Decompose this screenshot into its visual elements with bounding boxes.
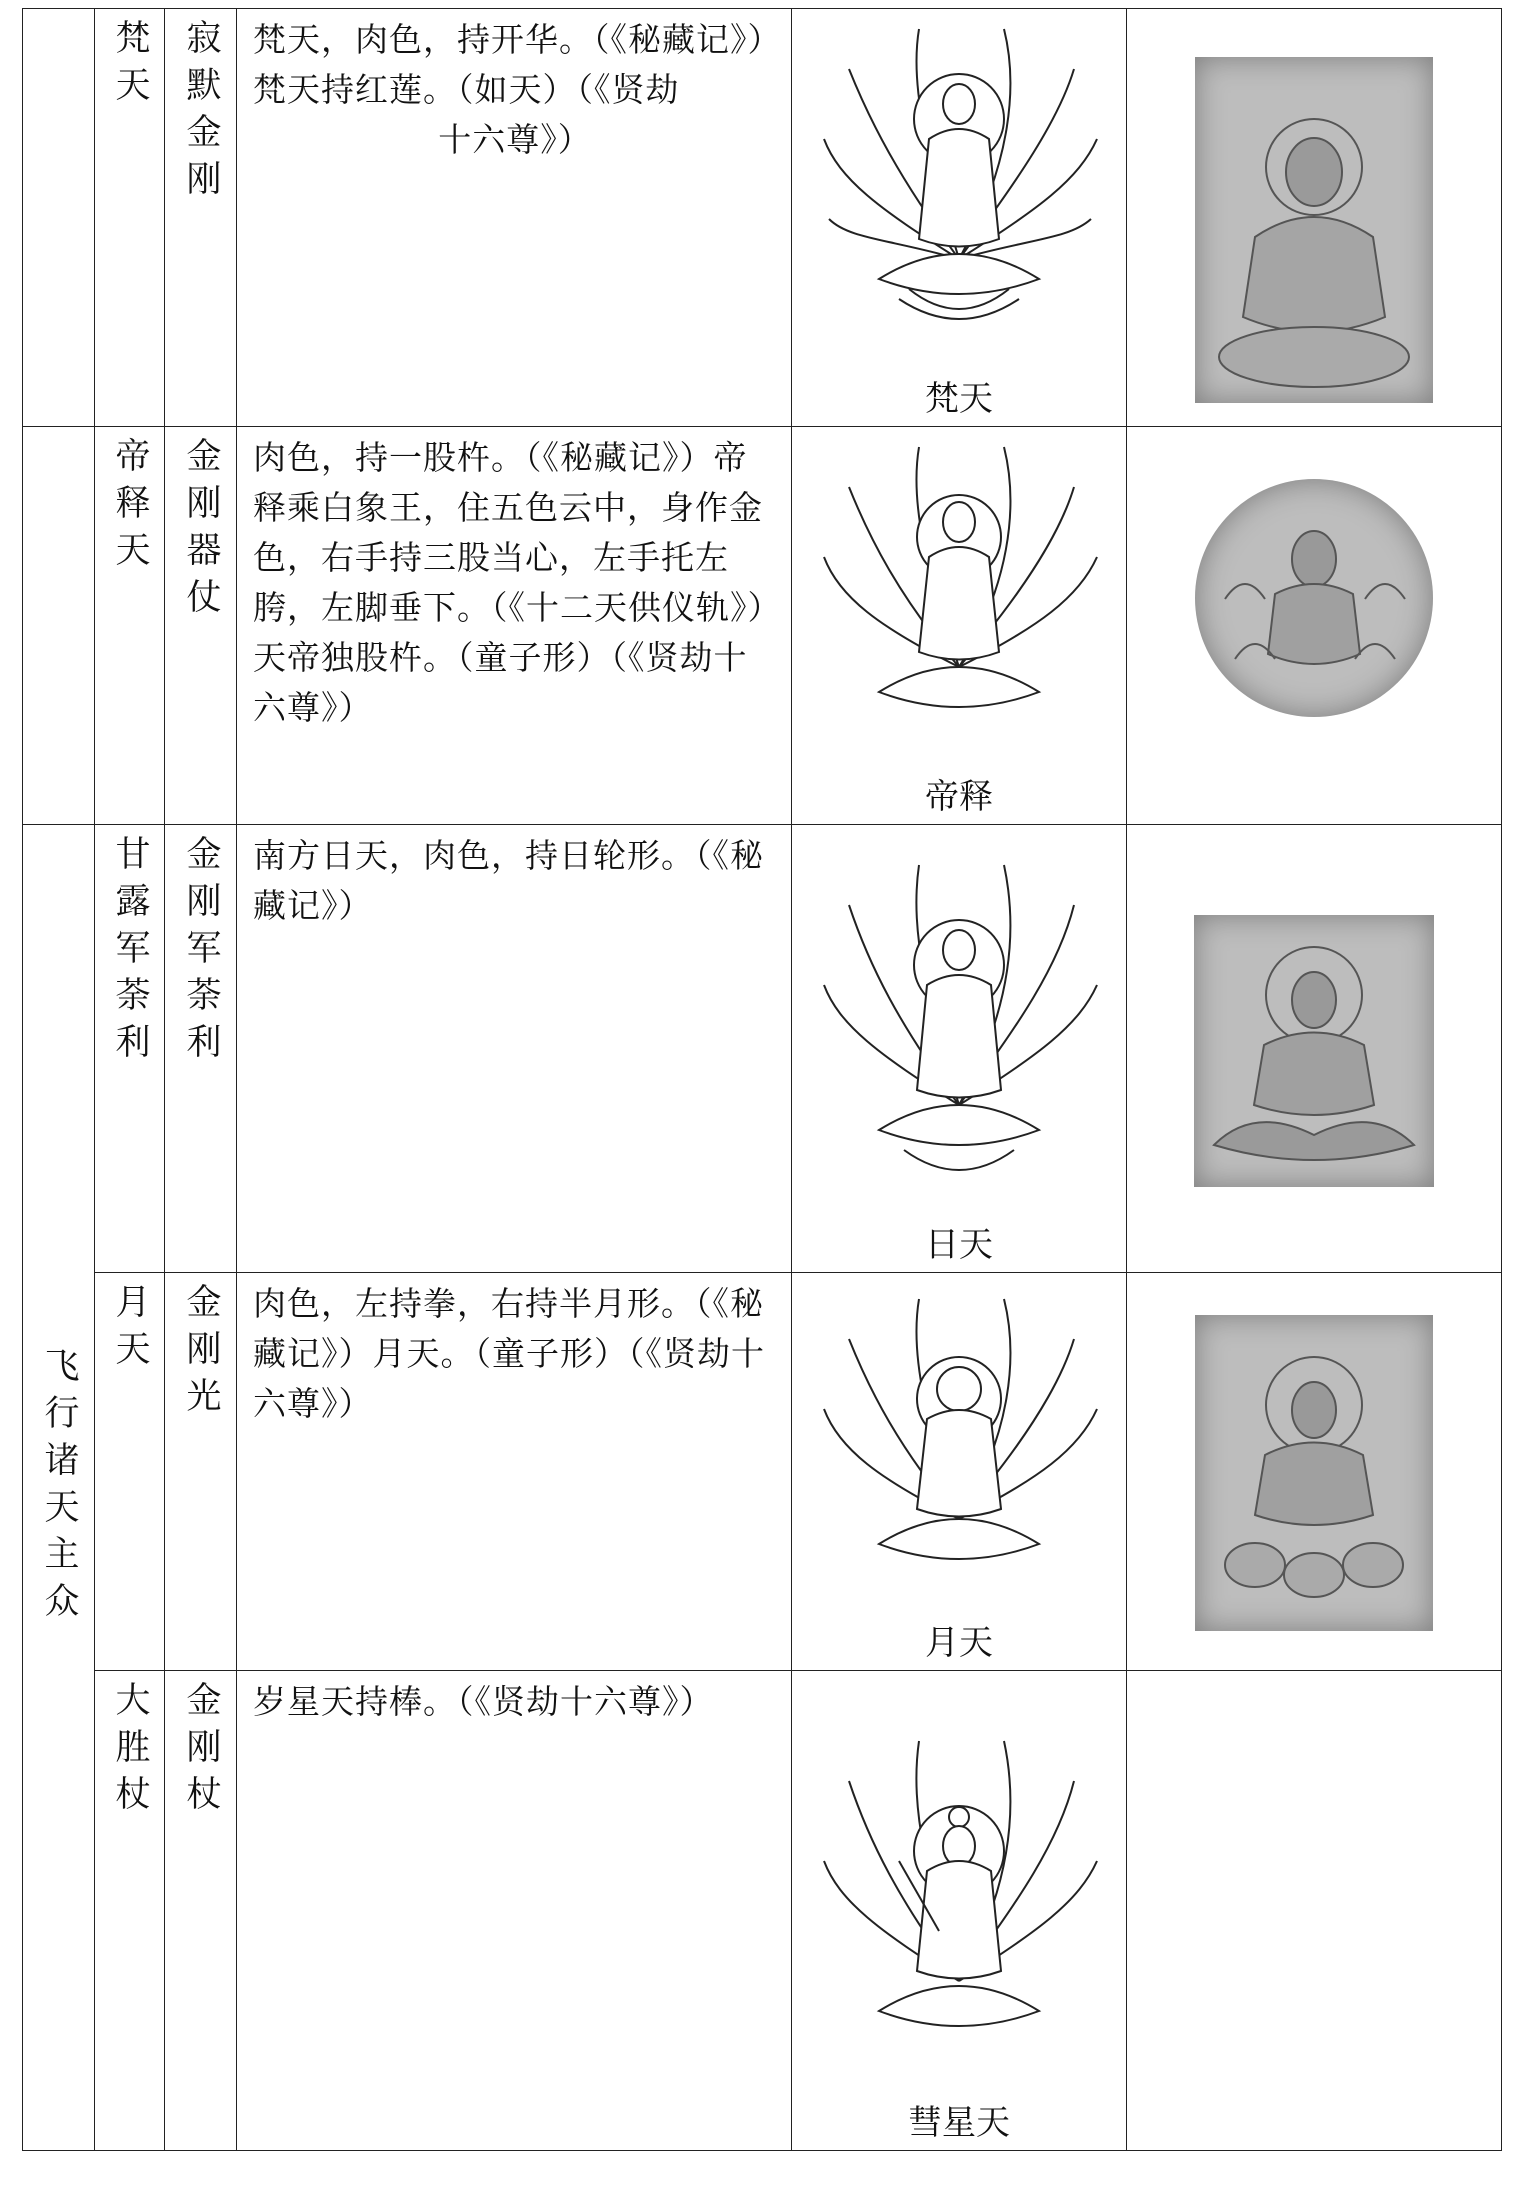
deity-name: 月天 [110, 1283, 150, 1377]
photo-cell [1127, 427, 1502, 825]
drawing-caption: 彗星天 [908, 2103, 1010, 2143]
deity-painting-image [1194, 915, 1434, 1187]
description-line: 岁星天持棒。（《贤劫十六尊》） [253, 1682, 714, 1721]
description-line: 南方日天，肉色，持日轮形。（《秘藏记》） [253, 836, 764, 925]
group-cell [23, 825, 95, 2151]
deity-name-cell [95, 1273, 165, 1671]
photo-cell [1127, 825, 1502, 1273]
deity-painting-image [1195, 57, 1433, 403]
deity-line-drawing [809, 427, 1109, 757]
description-line: 肉色，左持拳，右持半月形。（《秘藏记》）月天。（童子形）（《贤劫十六尊》） [253, 1284, 765, 1423]
deity-name-cell [95, 825, 165, 1273]
line-drawing-cell [792, 9, 1127, 427]
esoteric-name-cell [165, 1273, 237, 1671]
deity-name: 甘露军荼利 [110, 835, 150, 1070]
drawing-caption: 梵天 [925, 379, 993, 419]
drawing-caption: 月天 [925, 1623, 993, 1663]
photo-cell [1127, 1273, 1502, 1671]
description-cell [237, 9, 792, 427]
esoteric-name: 金刚军荼利 [181, 835, 221, 1070]
line-drawing-cell [792, 825, 1127, 1273]
drawing-caption: 帝释 [925, 777, 993, 817]
deity-table [22, 8, 1502, 2151]
deity-name-cell [95, 1671, 165, 2151]
esoteric-name-cell [165, 9, 237, 427]
line-drawing-cell [792, 427, 1127, 825]
esoteric-name-cell [165, 1671, 237, 2151]
description-line: 十六尊》） [438, 120, 592, 159]
deity-line-drawing [809, 9, 1109, 349]
table-row [23, 825, 1502, 1273]
deity-painting-image [1195, 1315, 1433, 1631]
table-row [23, 9, 1502, 427]
deity-line-drawing [809, 1721, 1109, 2081]
table-row [23, 427, 1502, 825]
line-drawing-cell [792, 1273, 1127, 1671]
description-cell [237, 427, 792, 825]
deity-name: 大胜杖 [110, 1681, 150, 1822]
description-cell [237, 825, 792, 1273]
line-drawing-cell [792, 1671, 1127, 2151]
deity-painting-image [1195, 479, 1433, 717]
description-cell [237, 1671, 792, 2151]
description-line: 梵天，肉色，持开华。（《秘藏记》） [253, 20, 782, 59]
deity-line-drawing [809, 845, 1109, 1205]
photo-cell-empty [1127, 1671, 1502, 2151]
group-cell-empty [23, 9, 95, 427]
esoteric-name: 金刚杖 [181, 1681, 221, 1822]
table-row [23, 1671, 1502, 2151]
description-line: 肉色，持一股杵。（《秘藏记》）帝释乘白象王，住五色云中，身作金色，右手持三股当心，左手托左胯，左脚垂下。（《十二天供仪轨》）天帝独股杵。（童子形）（《贤劫十六尊》） [253, 438, 765, 727]
group-cell-empty [23, 427, 95, 825]
table-row [23, 1273, 1502, 1671]
esoteric-name: 寂默金刚 [181, 19, 221, 207]
esoteric-name-cell [165, 427, 237, 825]
esoteric-name-cell [165, 825, 237, 1273]
esoteric-name: 金刚光 [181, 1283, 221, 1424]
deity-line-drawing [809, 1279, 1109, 1609]
deity-name-cell [95, 427, 165, 825]
esoteric-name: 金刚器仗 [181, 437, 221, 625]
deity-name: 帝释天 [110, 437, 150, 578]
drawing-caption: 日天 [925, 1225, 993, 1265]
deity-name: 梵天 [110, 19, 150, 113]
photo-cell [1127, 9, 1502, 427]
deity-name-cell [95, 9, 165, 427]
description-line: 梵天持红莲。（如天）（《贤劫 [253, 70, 680, 109]
description-cell [237, 1273, 792, 1671]
group-label: 飞行诸天主众 [39, 1346, 79, 1629]
